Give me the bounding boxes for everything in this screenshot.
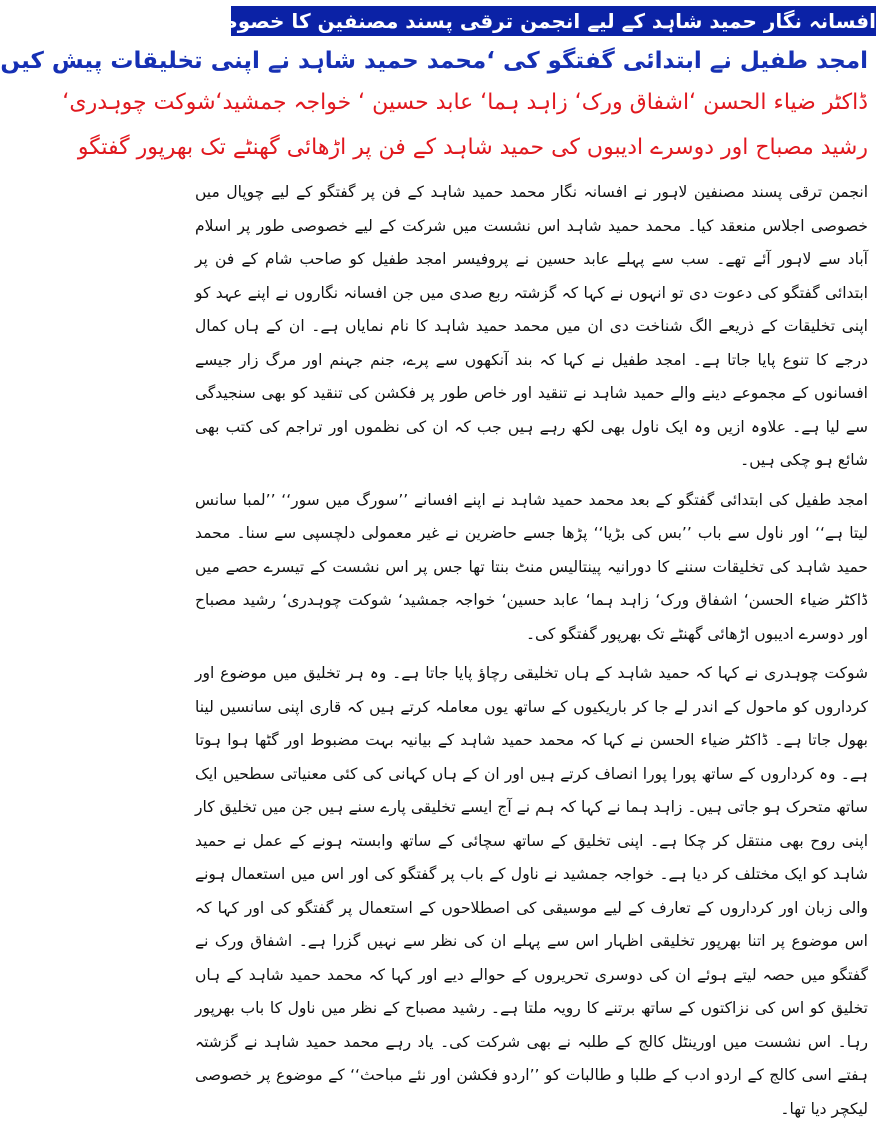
subheadline-line-1: ڈاکٹر ضیاء الحسن ‘اشفاق ورک‘ زاہد ہما‘ عابد حسین ‘ خواجہ جمشید‘شوکت چوہدری‘	[62, 90, 868, 115]
article-body	[195, 176, 868, 1118]
subheadline-line-2: رشید مصباح اور دوسرے ادیبوں کی حمید شاہد کے فن پر اڑھائی گھنٹے تک بھرپور گفتگو	[77, 135, 868, 160]
paragraph-2: امجد طفیل کی ابتدائی گفتگو کے بعد محمد حمید شاہد نے اپنے افسانے ’’سورگ میں سور‘‘ ’’لمبا سانس لیتا ہے‘‘ اور ناول سے باب ’’بس کی بڑیا‘‘ پڑھا جسے حاضرین نے غیر معمولی دلچسپی سے سنا۔ محمد حمید شاہد کی تخلیقات سننے کا دورانیہ پینتالیس منٹ بنتا تھا جس پر اس نشست کے تیسرے حصے میں ڈاکٹر ضیاء الحسن‘ اشفاق ورک‘ زاہد ہما‘ عابد حسین‘ خواجہ جمشید‘ شوکت چوہدری‘ رشید مصباح اور دوسرے ادیبوں اڑھائی گھنٹے تک بھرپور گفتگو کی۔	[195, 490, 868, 643]
paragraph-3: شوکت چوہدری نے کہا کہ حمید شاہد کے ہاں تخلیقی رچاؤ پایا جاتا ہے۔ وہ ہر تخلیق میں موضوع اور کرداروں کو ماحول کے اندر لے جا کر باریکیوں کے ساتھ یوں معاملہ کرتے ہیں کہ قاری اپنی سانسیں لینا بھول جاتا ہے۔ ڈاکٹر ضیاء الحسن نے کہا کہ محمد حمید شاہد کے بیانیہ بہت مضبوط اور گٹھا ہوا ہوتا ہے۔ وہ کرداروں کے ساتھ پورا پورا انصاف کرتے ہیں اور ان کے ہاں کہانی کی کئی معنیاتی سطحیں ایک ساتھ متحرک ہو جاتی ہیں۔ زاہد ہما نے کہا کہ ہم نے آج ایسے تخلیقی پارے سنے ہیں جن میں تخلیق کار اپنی روح بھی منتقل کر چکا ہے۔ اپنی تخلیق کے ساتھ سچائی کے ساتھ وابستہ ہونے کے عمل نے حمید شاہد کو ایک مختلف کر دیا ہے۔ خواجہ جمشید نے ناول کے باب پر گفتگو کی اور اس میں استعمال ہونے والی زبان اور کرداروں کے تعارف کے لیے موسیقی کی اصطلاحوں کے استعمال پر گفتگو کی اور کہا کہ اس موضوع پر اتنا بھرپور تخلیقی اظہار اس سے پہلے ان کی نظر سے نہیں گزرا ہے۔ اشفاق ورک نے گفتگو میں حصہ لیتے ہوئے ان کی دوسری تحریروں کے حوالے دیے اور کہا کہ محمد حمید شاہد کے ہاں تخلیق کو اس کی نزاکتوں کے ساتھ برتنے کا رویہ ملتا ہے۔ رشید مصباح کے نظر میں ناول کا باب بھرپور رہا۔ اس نشست میں اورینٹل کالج کے طلبہ نے بھی شرکت کی۔ یاد رہے محمد حمید شاہد نے گزشتہ ہفتے اسی کالج کے اردو ادب کے طلبا و طالبات کو ’’اردو فکشن اور نئے مباحث‘‘ کے موضوع پر خصوصی لیکچر دیا تھا۔	[195, 664, 868, 1118]
paragraph-1: انجمن ترقی پسند مصنفین لاہور نے افسانہ نگار محمد حمید شاہد کے فن پر گفتگو کے لیے چوپال میں خصوصی اجلاس منعقد کیا۔ محمد حمید شاہد اس نشست میں شرکت کے لیے خصوصی طور پر اسلام آباد سے لاہور آئے تھے۔ سب سے پہلے عابد حسین نے پروفیسر امجد طفیل کو صاحب شام کے فن پر ابتدائی گفتگو کی دعوت دی تو انہوں نے کہا کہ گزشتہ ربع صدی میں جن افسانہ نگاروں نے اپنے عہد کو اپنی تخلیقات کے ذریعے الگ شناخت دی ان میں محمد حمید شاہد کا نام نمایاں ہے۔ ان کے ہاں کمال درجے کا تنوع پایا جاتا ہے۔ امجد طفیل نے کہا کہ بند آنکھوں سے پرے، جنم جہنم اور مرگ زار جیسے افسانوں کے مجموعے دینے والے حمید شاہد نے تنقید اور خاص طور پر فکشن کی تنقید کو بھی سنجیدگی سے لیا ہے۔ علاوہ ازیں وہ ایک ناول بھی لکھ رہے ہیں جب کہ ان کی نظموں اور تراجم کی کتب بھی شائع ہو چکی ہیں۔	[195, 183, 868, 469]
headline: امجد طفیل نے ابتدائی گفتگو کی ‘محمد حمید شاہد نے اپنی تخلیقات پیش کیں	[0, 48, 868, 74]
banner-title: افسانہ نگار حمید شاہد کے لیے انجمن ترقی پسند مصنفین کا خصوصی اجلاس	[231, 6, 876, 36]
